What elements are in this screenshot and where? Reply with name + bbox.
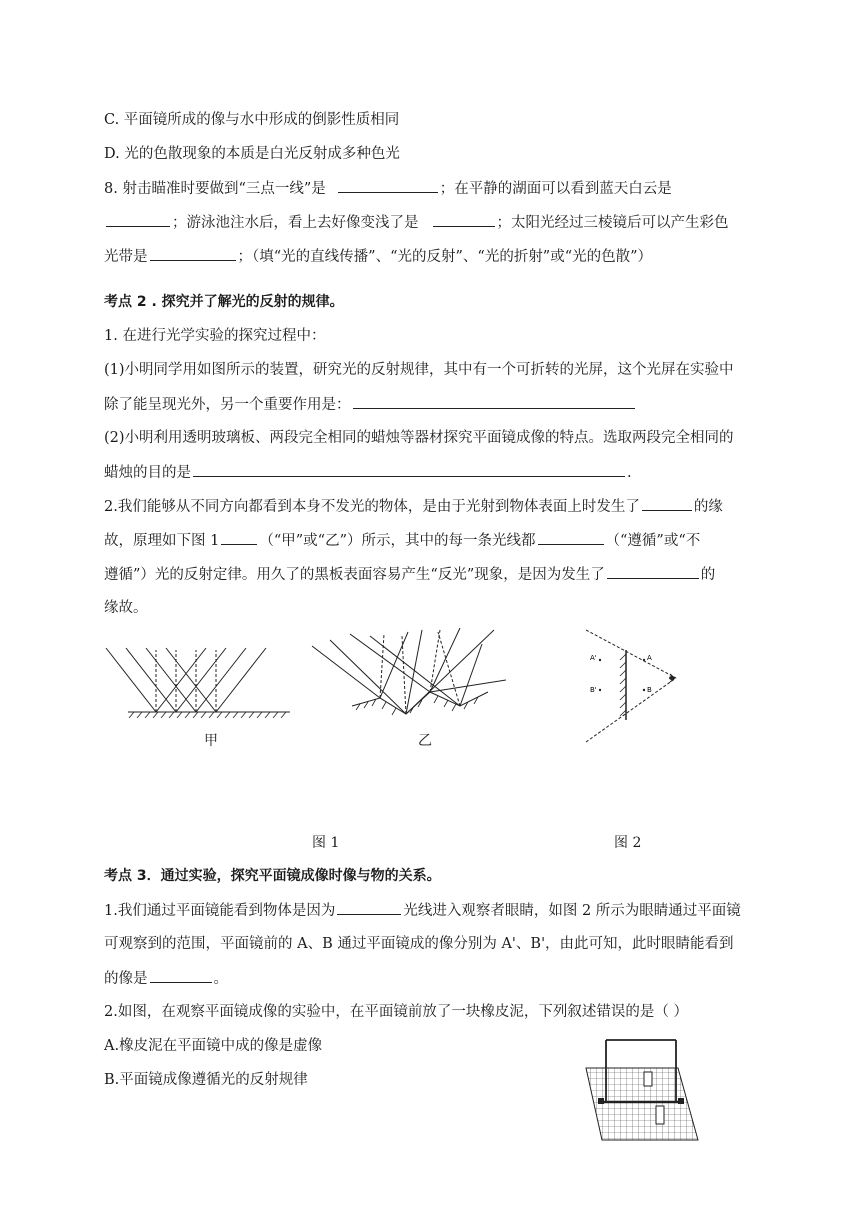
answer-blank[interactable] (337, 900, 401, 915)
s2-q2-line-1: 2.我们能够从不同方向都看到本身不发光的物体，是由于光射到物体表面上时发生了 的缘 (104, 496, 723, 517)
answer-blank[interactable] (221, 530, 257, 545)
diffuse-reflection-figure (310, 626, 506, 720)
q8-line-2: ；游泳池注水后，看上去好像变浅了是 ；太阳光经过三棱镜后可以产生彩色 (104, 212, 729, 233)
answer-blank[interactable] (338, 178, 438, 193)
section-3-heading: 考点 3．通过实验，探究平面镜成像时像与物的关系。 (104, 868, 441, 884)
answer-blank[interactable] (150, 968, 212, 983)
q8-line-3: 光带是 ；（填“光的直线传播”、“光的反射”、“光的折射”或“光的色散”） (104, 246, 652, 267)
answer-blank[interactable] (193, 462, 625, 477)
section-2-heading: 考点 2 . 探究并了解光的反射的规律。 (104, 294, 344, 310)
answer-blank[interactable] (150, 246, 236, 261)
s2-q1-2-line-2: 蜡烛的目的是 . (104, 462, 632, 483)
figure-2-caption: 图 2 (614, 835, 642, 851)
answer-blank[interactable] (642, 496, 692, 511)
option-d: D. 光的色散现象的本质是白光反射成多种色光 (104, 146, 400, 162)
s3-q1-line-3: 的像是 。 (104, 968, 228, 989)
answer-blank[interactable] (607, 564, 699, 579)
a-label: A (647, 654, 652, 662)
jia-label: 甲 (204, 733, 218, 749)
s2-q2-line-2: 故，原理如下图 1 （“甲”或“乙”）所示，其中的每一条光线都 （“遵循”或“不 (104, 530, 700, 551)
s2-q1-1-line-2: 除了能呈现光外，另一个重要作用是： (104, 394, 637, 415)
s2-q1-1-line-1: (1)小明同学用如图所示的装置，研究光的反射规律，其中有一个可折转的光屏，这个光屏在实验中 (104, 362, 734, 378)
answer-blank[interactable] (538, 530, 604, 545)
answer-blank[interactable] (106, 212, 170, 227)
option-c: C. 平面镜所成的像与水中形成的倒影性质相同 (104, 112, 400, 128)
option-b: B.平面镜成像遵循光的反射规律 (104, 1072, 308, 1088)
mirror-experiment-figure (584, 1036, 700, 1142)
yi-label: 乙 (418, 733, 432, 749)
s2-q1-title: 1. 在进行光学实验的探究过程中： (104, 328, 326, 344)
b-prime-label: B' (590, 686, 597, 694)
q8-line-1: 8. 射击瞄准时要做到“三点一线”是 ；在平静的湖面可以看到蓝天白云是 (104, 178, 672, 199)
s2-q2-line-3: 遵循”）光的反射定律。用久了的黑板表面容易产生“反光”现象，是因为发生了 的 (104, 564, 715, 585)
eye-icon (669, 676, 675, 680)
specular-reflection-figure (104, 640, 294, 720)
s3-q2-title: 2.如图，在观察平面镜成像的实验中，在平面镜前放了一块橡皮泥，下列叙述错误的是（ ） (104, 1004, 688, 1020)
mirror-view-range-figure (582, 628, 692, 748)
s2-q1-2-line-1: (2)小明利用透明玻璃板、两段完全相同的蜡烛等器材探究平面镜成像的特点。选取两段完全相同的 (104, 430, 734, 446)
answer-blank[interactable] (433, 212, 495, 227)
a-prime-label: A' (590, 654, 597, 662)
option-a: A.橡皮泥在平面镜中成的像是虚像 (104, 1038, 323, 1054)
s3-q1-line-1: 1.我们通过平面镜能看到物体是因为 光线进入观察者眼睛，如图 2 所示为眼睛通过平面镜 (104, 900, 741, 921)
s3-q1-line-2: 可观察到的范围，平面镜前的 A、B 通过平面镜成的像分别为 A'、B'，由此可知，此时眼睛能看到 (104, 936, 734, 952)
figure-1-caption: 图 1 (312, 835, 340, 851)
s2-q2-line-4: 缘故。 (104, 600, 148, 616)
b-label: B (647, 686, 652, 694)
answer-blank[interactable] (353, 394, 635, 409)
